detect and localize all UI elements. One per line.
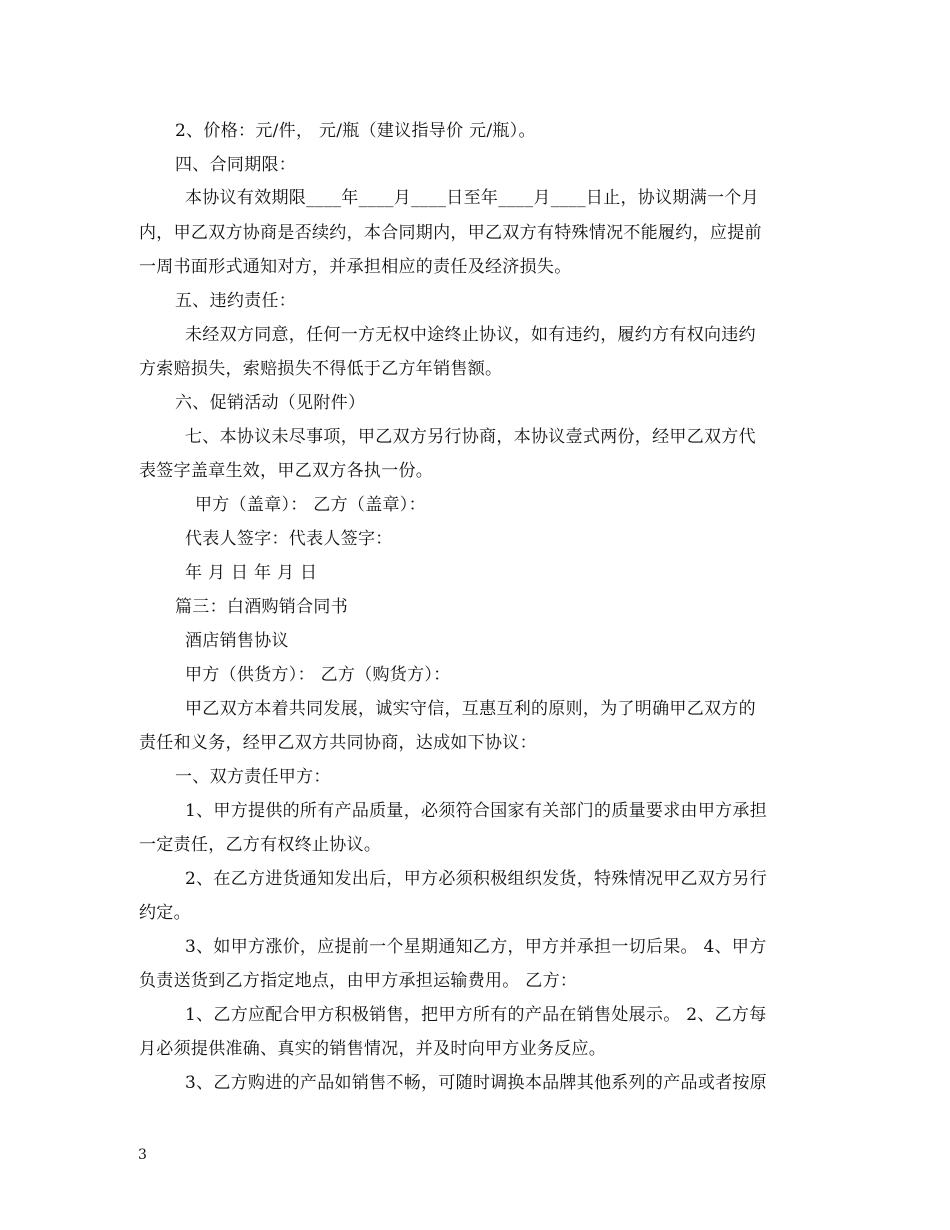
section-heading: 一、双方责任甲方：	[175, 767, 331, 787]
text-line: 方索赔损失，索赔损失不得低于乙方年销售额。	[139, 359, 503, 379]
agreement-title: 酒店销售协议	[185, 631, 289, 651]
parties-line: 甲方（供货方）： 乙方（购货方）：	[185, 665, 451, 685]
text-line: 约定。	[139, 903, 191, 923]
text-line: 七、本协议未尽事项，甲乙双方另行协商，本协议壹式两份，经甲乙双方代	[185, 427, 756, 447]
section-heading: 四、合同期限：	[175, 155, 297, 175]
text-line: 1、甲方提供的所有产品质量，必须符合国家有关部门的质量要求由甲方承担	[185, 801, 768, 821]
text-line: 本协议有效期限____年____月____日至年____月____日止，协议期满一个月	[185, 188, 759, 208]
text-line: 责任和义务，经甲乙双方共同协商，达成如下协议：	[139, 733, 537, 753]
text-line: 1、乙方应配合甲方积极销售，把甲方所有的产品在销售处展示。 2、乙方每	[185, 1005, 767, 1025]
text-line: 一定责任，乙方有权终止协议。	[139, 835, 382, 855]
text-line: 表签字盖章生效，甲乙双方各执一份。	[139, 461, 434, 481]
text-line: 负责送货到乙方指定地点，由甲方承担运输费用。 乙方：	[139, 971, 578, 991]
article-title: 篇三：白酒购销合同书	[175, 597, 348, 617]
text-line: 内，甲乙双方协商是否续约，本合同期内，甲乙双方有特殊情况不能履约，应提前	[139, 223, 762, 243]
page-number: 3	[138, 1147, 147, 1163]
text-line: 3、如甲方涨价，应提前一个星期通知乙方，甲方并承担一切后果。 4、甲方	[185, 937, 767, 957]
text-line: 2、价格：元/件， 元/瓶（建议指导价 元/瓶）。	[175, 121, 536, 141]
text-line: 3、乙方购进的产品如销售不畅，可随时调换本品牌其他系列的产品或者按原	[185, 1073, 768, 1093]
section-heading: 六、促销活动（见附件）	[175, 393, 366, 413]
text-line: 一周书面形式通知对方，并承担相应的责任及经济损失。	[139, 257, 572, 277]
text-line: 未经双方同意，任何一方无权中途终止协议，如有违约，履约方有权向违约	[185, 325, 756, 345]
text-line: 甲乙双方本着共同发展，诚实守信，互惠互利的原则，为了明确甲乙双方的	[185, 699, 756, 719]
text-line: 2、在乙方进货通知发出后，甲方必须积极组织发货，特殊情况甲乙双方另行	[185, 869, 768, 889]
signature-line: 代表人签字：代表人签字：	[185, 529, 393, 549]
signature-line: 甲方（盖章）： 乙方（盖章）：	[195, 495, 426, 515]
text-line: 月必须提供准确、真实的销售情况，并及时向甲方业务反应。	[139, 1039, 607, 1059]
date-line: 年 月 日 年 月 日	[185, 563, 318, 583]
section-heading: 五、违约责任：	[175, 291, 297, 311]
